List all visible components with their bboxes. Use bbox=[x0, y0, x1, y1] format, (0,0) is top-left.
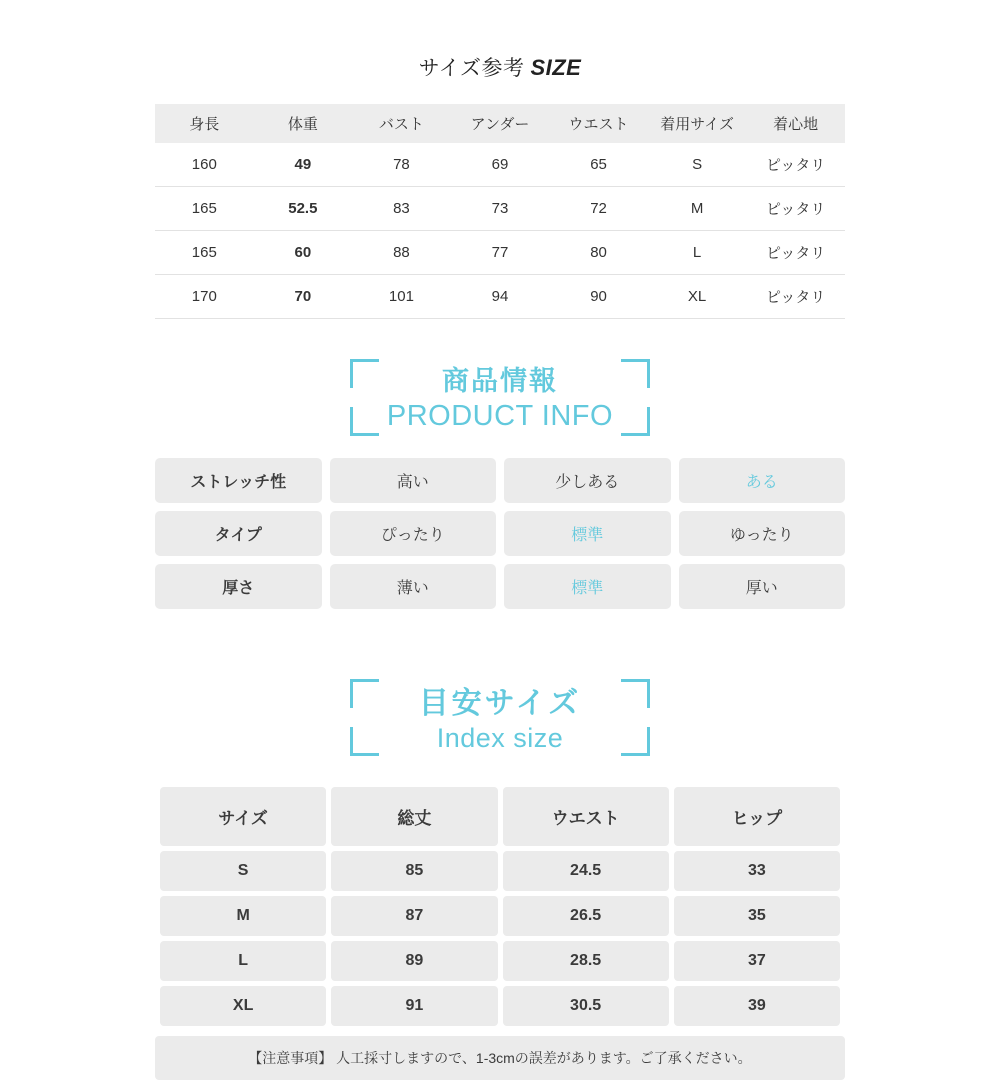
attribute-option-thickness-3[interactable]: 厚い bbox=[679, 564, 846, 609]
cell-waist: 30.5 bbox=[503, 986, 669, 1026]
column-header-total-length: 総丈 bbox=[331, 787, 497, 846]
cell-underbust: 94 bbox=[451, 275, 550, 319]
cell-size: L bbox=[160, 941, 326, 981]
measurement-note: 【注意事項】 人工採寸しますので、1-3cmの誤差があります。ご了承ください。 bbox=[155, 1036, 845, 1080]
cell-hip: 39 bbox=[674, 986, 840, 1026]
cell-wear-size: M bbox=[648, 187, 747, 231]
attribute-option-stretch-1[interactable]: 高い bbox=[330, 458, 497, 503]
cell-bust: 101 bbox=[352, 275, 451, 319]
cell-height: 165 bbox=[155, 187, 254, 231]
cell-underbust: 73 bbox=[451, 187, 550, 231]
attribute-label-stretch: ストレッチ性 bbox=[155, 458, 322, 503]
attribute-option-thickness-2[interactable]: 標準 bbox=[504, 564, 671, 609]
table-row bbox=[155, 187, 845, 231]
attribute-row-stretch bbox=[155, 458, 845, 503]
table-header-row bbox=[160, 787, 840, 846]
cell-size: XL bbox=[160, 986, 326, 1026]
column-header-underbust: アンダー bbox=[451, 104, 550, 143]
cell-hip: 33 bbox=[674, 851, 840, 891]
size-reference-table bbox=[155, 104, 845, 319]
product-attribute-grid bbox=[155, 458, 845, 609]
column-header-waist: ウエスト bbox=[503, 787, 669, 846]
cell-fit: ピッタリ bbox=[746, 231, 845, 275]
column-header-wear-size: 着用サイズ bbox=[648, 104, 747, 143]
cell-fit: ピッタリ bbox=[746, 187, 845, 231]
column-header-hip: ヒップ bbox=[674, 787, 840, 846]
attribute-option-thickness-1[interactable]: 薄い bbox=[330, 564, 497, 609]
cell-bust: 83 bbox=[352, 187, 451, 231]
column-header-weight: 体重 bbox=[254, 104, 353, 143]
cell-hip: 35 bbox=[674, 896, 840, 936]
attribute-option-stretch-2[interactable]: 少しある bbox=[504, 458, 671, 503]
cell-waist: 26.5 bbox=[503, 896, 669, 936]
attribute-label-thickness: 厚さ bbox=[155, 564, 322, 609]
attribute-option-type-1[interactable]: ぴったり bbox=[330, 511, 497, 556]
cell-wear-size: XL bbox=[648, 275, 747, 319]
attribute-label-type: タイプ bbox=[155, 511, 322, 556]
product-info-heading bbox=[340, 359, 660, 436]
product-info-heading-en: PRODUCT INFO bbox=[386, 399, 614, 432]
cell-bust: 88 bbox=[352, 231, 451, 275]
cell-height: 165 bbox=[155, 231, 254, 275]
bracket-top-right-icon bbox=[621, 359, 650, 388]
attribute-option-stretch-3[interactable]: ある bbox=[679, 458, 846, 503]
cell-fit: ピッタリ bbox=[746, 143, 845, 187]
bracket-bottom-right-icon bbox=[621, 727, 650, 756]
cell-weight: 60 bbox=[254, 231, 353, 275]
cell-underbust: 77 bbox=[451, 231, 550, 275]
column-header-height: 身長 bbox=[155, 104, 254, 143]
product-size-page bbox=[0, 52, 1000, 1067]
bracket-top-left-icon bbox=[350, 359, 379, 388]
index-size-heading-en: Index size bbox=[436, 723, 564, 754]
cell-wear-size: S bbox=[648, 143, 747, 187]
cell-waist: 90 bbox=[549, 275, 648, 319]
table-row bbox=[160, 941, 840, 981]
bracket-bottom-left-icon bbox=[350, 727, 379, 756]
bracket-top-left-icon bbox=[350, 679, 379, 708]
table-row bbox=[160, 851, 840, 891]
table-header-row bbox=[155, 104, 845, 143]
cell-wear-size: L bbox=[648, 231, 747, 275]
bracket-top-right-icon bbox=[621, 679, 650, 708]
cell-total-length: 89 bbox=[331, 941, 497, 981]
cell-total-length: 87 bbox=[331, 896, 497, 936]
column-header-bust: バスト bbox=[352, 104, 451, 143]
cell-waist: 24.5 bbox=[503, 851, 669, 891]
cell-waist: 72 bbox=[549, 187, 648, 231]
cell-size: S bbox=[160, 851, 326, 891]
cell-height: 170 bbox=[155, 275, 254, 319]
cell-total-length: 85 bbox=[331, 851, 497, 891]
cell-total-length: 91 bbox=[331, 986, 497, 1026]
table-row bbox=[155, 275, 845, 319]
attribute-row-type bbox=[155, 511, 845, 556]
cell-height: 160 bbox=[155, 143, 254, 187]
size-title-jp: サイズ参考 bbox=[418, 57, 525, 80]
product-info-heading-jp: 商品情報 bbox=[442, 366, 558, 396]
index-size-heading-jp: 目安サイズ bbox=[418, 686, 582, 720]
table-row bbox=[155, 143, 845, 187]
attribute-option-type-2[interactable]: 標準 bbox=[504, 511, 671, 556]
cell-size: M bbox=[160, 896, 326, 936]
bracket-bottom-right-icon bbox=[621, 407, 650, 436]
bracket-bottom-left-icon bbox=[350, 407, 379, 436]
table-row bbox=[160, 896, 840, 936]
attribute-option-type-3[interactable]: ゆったり bbox=[679, 511, 846, 556]
size-reference-title bbox=[0, 52, 1000, 82]
cell-underbust: 69 bbox=[451, 143, 550, 187]
column-header-fit: 着心地 bbox=[746, 104, 845, 143]
column-header-size: サイズ bbox=[160, 787, 326, 846]
index-size-table bbox=[155, 782, 845, 1031]
cell-bust: 78 bbox=[352, 143, 451, 187]
size-title-en: SIZE bbox=[530, 55, 582, 80]
attribute-row-thickness bbox=[155, 564, 845, 609]
cell-hip: 37 bbox=[674, 941, 840, 981]
cell-weight: 52.5 bbox=[254, 187, 353, 231]
cell-waist: 28.5 bbox=[503, 941, 669, 981]
cell-weight: 70 bbox=[254, 275, 353, 319]
cell-fit: ピッタリ bbox=[746, 275, 845, 319]
cell-weight: 49 bbox=[254, 143, 353, 187]
table-row bbox=[155, 231, 845, 275]
cell-waist: 65 bbox=[549, 143, 648, 187]
index-size-heading bbox=[340, 679, 660, 757]
column-header-waist: ウエスト bbox=[549, 104, 648, 143]
cell-waist: 80 bbox=[549, 231, 648, 275]
table-row bbox=[160, 986, 840, 1026]
